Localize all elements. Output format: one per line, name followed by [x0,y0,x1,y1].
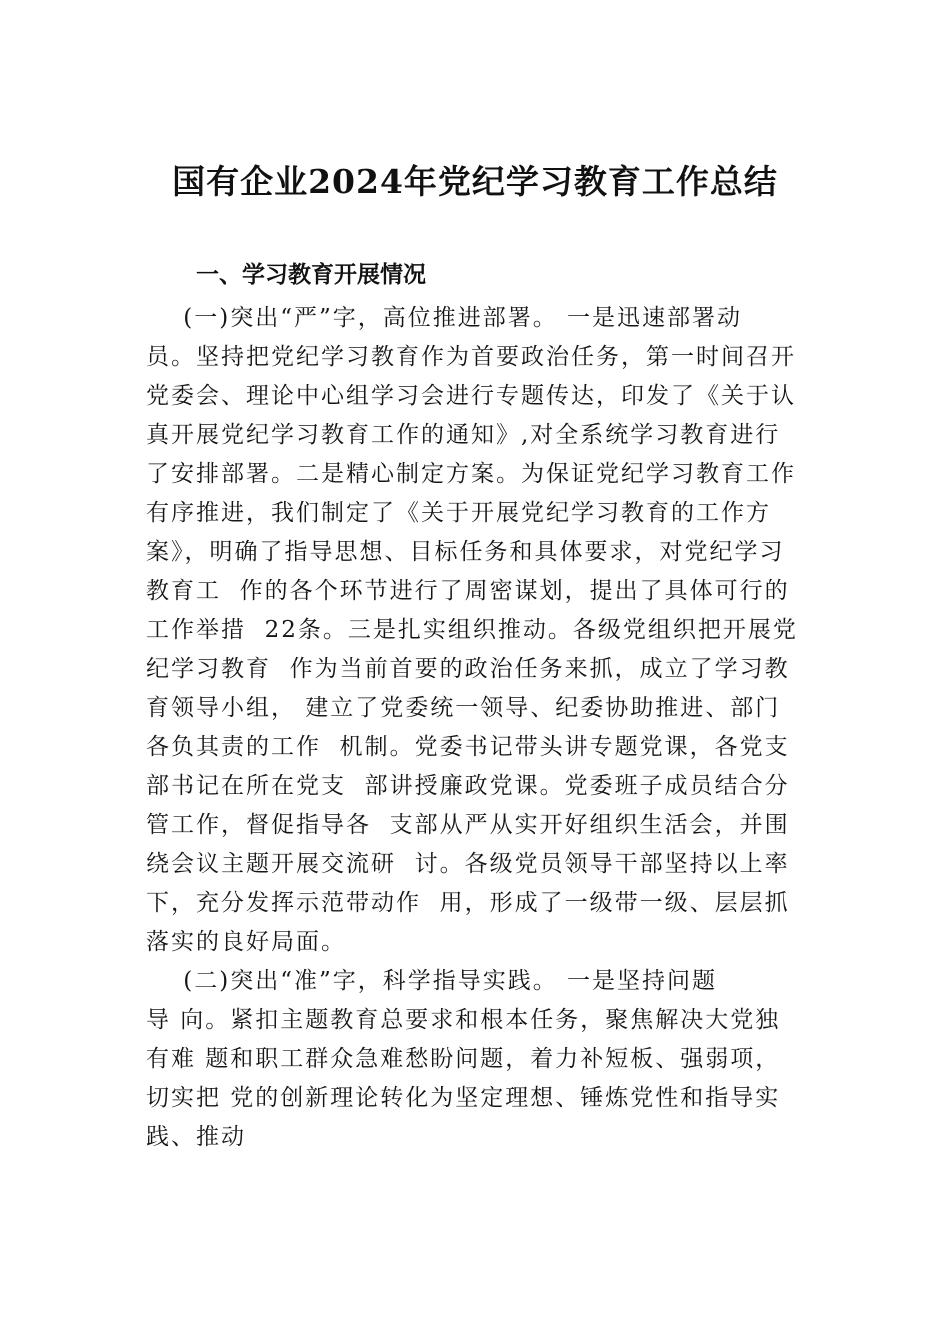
text-line: 管工作，督促指导各 支部从严从实开好组织生活会，并围 [146,812,790,838]
text-line: 纪学习教育 作为当前首要的政治任务来抓，成立了学习教 [146,656,790,682]
text-line: 部书记在所在党支 部讲授廉政党课。党委班子成员结合分 [146,773,790,799]
text-line: 切实把 党的创新理论转化为坚定理想、锤炼党性和指导实 [146,1085,781,1111]
text-line: 践、推动 [146,1124,246,1150]
text-line: 教育工 作的各个环节进行了周密谋划，提出了具体可行的 [146,578,790,604]
text-line: 有序推进，我们制定了《关于开展党纪学习教育的工作方 [146,500,771,526]
text-line: 导 向。紧扣主题教育总要求和根本任务，聚焦解决大党独 [146,1007,781,1033]
document-title: 国有企业2024年党纪学习教育工作总结 [172,162,778,201]
text-line: 案》，明确了指导思想、目标任务和具体要求，对党纪学习 [146,539,785,565]
text-line: 员。坚持把党纪学习教育作为首要政治任务，第一时间召开 [146,344,796,370]
text-line: 下，充分发挥示范带动作 用，形成了一级带一级、层层抓 [146,890,790,916]
text-line: 党委会、理论中心组学习会进行专题传达，印发了《关于认 [146,383,796,409]
text-line: (二)突出“准”字，科学指导实践。 一是坚持问题 [146,968,718,994]
section-heading: 一、学习教育开展情况 [196,262,426,288]
paragraph-1 [146,299,816,962]
text-line: (一)突出“严”字，高位推进部署。 一是迅速部署动 [146,305,743,331]
text-line: 绕会议主题开展交流研 讨。各级党员领导干部坚持以上率 [146,851,790,877]
text-line: 工作举措 22条。三是扎实组织推动。各级党组织把开展党 [146,617,798,643]
text-line: 育领导小组， 建立了党委统一领导、纪委协助推进、部门 [146,695,781,721]
text-line: 落实的良好局面。 [146,929,346,955]
text-line: 了安排部署。二是精心制定方案。为保证党纪学习教育工作 [146,461,796,487]
paragraph-2 [146,962,816,1157]
text-line: 有难 题和职工群众急难愁盼问题，着力补短板、强弱项， [146,1046,781,1072]
text-line: 真开展党纪学习教育工作的通知》,对全系统学习教育进行 [146,422,781,448]
text-line: 各负其责的工作 机制。党委书记带头讲专题党课，各党支 [146,734,790,760]
